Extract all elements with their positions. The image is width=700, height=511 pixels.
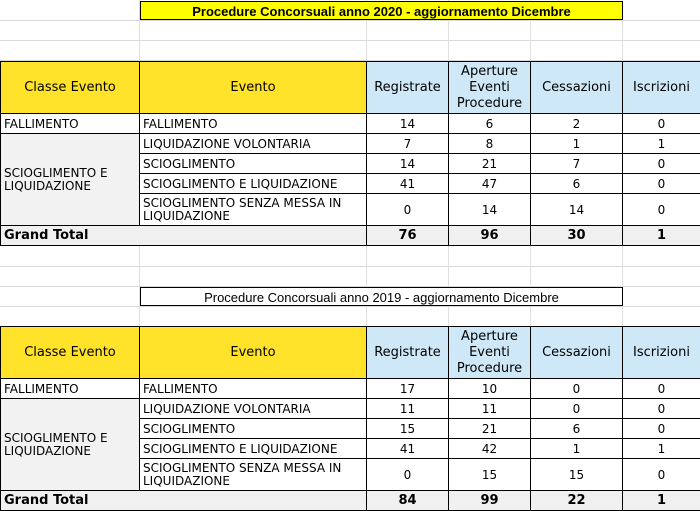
column-header-iscrizioni[interactable]: Iscrizioni — [623, 327, 700, 379]
iscrizioni-cell[interactable]: 0 — [623, 399, 700, 419]
aperture-cell[interactable]: 6 — [449, 114, 531, 134]
column-header-aperture[interactable]: Aperture Eventi Procedure — [449, 62, 531, 114]
grand-total-label[interactable]: Grand Total — [1, 226, 140, 246]
total-cessazioni-cell[interactable]: 30 — [531, 226, 623, 246]
total-registrate-cell[interactable]: 76 — [367, 226, 449, 246]
column-header-iscrizioni[interactable]: Iscrizioni — [623, 62, 700, 114]
event-cell[interactable]: FALLIMENTO — [140, 114, 367, 134]
report-title-2020: Procedure Concorsuali anno 2020 - aggiornamento Dicembre — [140, 1, 623, 20]
registrate-cell[interactable]: 17 — [367, 379, 449, 399]
event-cell[interactable]: LIQUIDAZIONE VOLONTARIA — [140, 399, 367, 419]
iscrizioni-cell[interactable]: 0 — [623, 114, 700, 134]
registrate-cell[interactable]: 7 — [367, 134, 449, 154]
iscrizioni-cell[interactable]: 0 — [623, 194, 700, 226]
event-cell[interactable]: SCIOGLIMENTO E LIQUIDAZIONE — [140, 439, 367, 459]
total-iscrizioni-cell[interactable]: 1 — [623, 226, 700, 246]
registrate-cell[interactable]: 15 — [367, 419, 449, 439]
registrate-cell[interactable]: 41 — [367, 174, 449, 194]
registrate-cell[interactable]: 0 — [367, 194, 449, 226]
aperture-cell[interactable]: 14 — [449, 194, 531, 226]
grid-line — [0, 40, 700, 41]
aperture-cell[interactable]: 21 — [449, 419, 531, 439]
grid-line — [0, 266, 700, 267]
cessazioni-cell[interactable]: 1 — [531, 134, 623, 154]
event-cell[interactable]: SCIOGLIMENTO — [140, 154, 367, 174]
grand-total-spacer — [140, 226, 367, 246]
column-header-evento[interactable]: Evento — [140, 327, 367, 379]
iscrizioni-cell[interactable]: 0 — [623, 419, 700, 439]
table-row — [1, 134, 700, 154]
cessazioni-cell[interactable]: 1 — [531, 439, 623, 459]
column-header-cessazioni[interactable]: Cessazioni — [531, 327, 623, 379]
iscrizioni-cell[interactable]: 0 — [623, 459, 700, 491]
table-row — [1, 399, 700, 419]
cessazioni-cell[interactable]: 6 — [531, 419, 623, 439]
total-registrate-cell[interactable]: 84 — [367, 491, 449, 511]
registrate-cell[interactable]: 0 — [367, 459, 449, 491]
cessazioni-cell[interactable]: 7 — [531, 154, 623, 174]
pivot-table-2019 — [0, 326, 700, 511]
column-header-aperture[interactable]: Aperture Eventi Procedure — [449, 327, 531, 379]
column-header-classe-evento[interactable]: Classe Evento — [1, 327, 140, 379]
grand-total-row — [1, 226, 700, 246]
cessazioni-cell[interactable]: 0 — [531, 379, 623, 399]
header-row — [1, 327, 700, 379]
column-header-registrate[interactable]: Registrate — [367, 62, 449, 114]
aperture-cell[interactable]: 42 — [449, 439, 531, 459]
total-iscrizioni-cell[interactable]: 1 — [623, 491, 700, 511]
column-header-cessazioni[interactable]: Cessazioni — [531, 62, 623, 114]
column-header-evento[interactable]: Evento — [140, 62, 367, 114]
class-cell[interactable]: SCIOGLIMENTO E LIQUIDAZIONE — [1, 399, 140, 491]
pivot-table-2020 — [0, 61, 700, 246]
event-cell[interactable]: FALLIMENTO — [140, 379, 367, 399]
registrate-cell[interactable]: 11 — [367, 399, 449, 419]
registrate-cell[interactable]: 14 — [367, 154, 449, 174]
total-aperture-cell[interactable]: 96 — [449, 226, 531, 246]
event-cell[interactable]: LIQUIDAZIONE VOLONTARIA — [140, 134, 367, 154]
report-title-2019: Procedure Concorsuali anno 2019 - aggiornamento Dicembre — [140, 287, 623, 306]
table-row — [1, 379, 700, 399]
grand-total-spacer — [140, 491, 367, 511]
aperture-cell[interactable]: 10 — [449, 379, 531, 399]
iscrizioni-cell[interactable]: 0 — [623, 174, 700, 194]
event-cell[interactable]: SCIOGLIMENTO E LIQUIDAZIONE — [140, 174, 367, 194]
column-header-classe-evento[interactable]: Classe Evento — [1, 62, 140, 114]
table-row — [1, 114, 700, 134]
total-aperture-cell[interactable]: 99 — [449, 491, 531, 511]
iscrizioni-cell[interactable]: 1 — [623, 439, 700, 459]
event-cell[interactable]: SCIOGLIMENTO — [140, 419, 367, 439]
iscrizioni-cell[interactable]: 0 — [623, 154, 700, 174]
grand-total-row — [1, 491, 700, 511]
aperture-cell[interactable]: 8 — [449, 134, 531, 154]
aperture-cell[interactable]: 15 — [449, 459, 531, 491]
aperture-cell[interactable]: 47 — [449, 174, 531, 194]
total-cessazioni-cell[interactable]: 22 — [531, 491, 623, 511]
registrate-cell[interactable]: 41 — [367, 439, 449, 459]
iscrizioni-cell[interactable]: 1 — [623, 134, 700, 154]
class-cell[interactable]: SCIOGLIMENTO E LIQUIDAZIONE — [1, 134, 140, 226]
aperture-cell[interactable]: 11 — [449, 399, 531, 419]
iscrizioni-cell[interactable]: 0 — [623, 379, 700, 399]
grand-total-label[interactable]: Grand Total — [1, 491, 140, 511]
class-cell[interactable]: FALLIMENTO — [1, 114, 140, 134]
column-header-registrate[interactable]: Registrate — [367, 327, 449, 379]
registrate-cell[interactable]: 14 — [367, 114, 449, 134]
cessazioni-cell[interactable]: 2 — [531, 114, 623, 134]
cessazioni-cell[interactable]: 0 — [531, 399, 623, 419]
aperture-cell[interactable]: 21 — [449, 154, 531, 174]
header-row — [1, 62, 700, 114]
cessazioni-cell[interactable]: 14 — [531, 194, 623, 226]
class-cell[interactable]: FALLIMENTO — [1, 379, 140, 399]
event-cell[interactable]: SCIOGLIMENTO SENZA MESSA IN LIQUIDAZIONE — [140, 459, 367, 491]
cessazioni-cell[interactable]: 15 — [531, 459, 623, 491]
event-cell[interactable]: SCIOGLIMENTO SENZA MESSA IN LIQUIDAZIONE — [140, 194, 367, 226]
cessazioni-cell[interactable]: 6 — [531, 174, 623, 194]
